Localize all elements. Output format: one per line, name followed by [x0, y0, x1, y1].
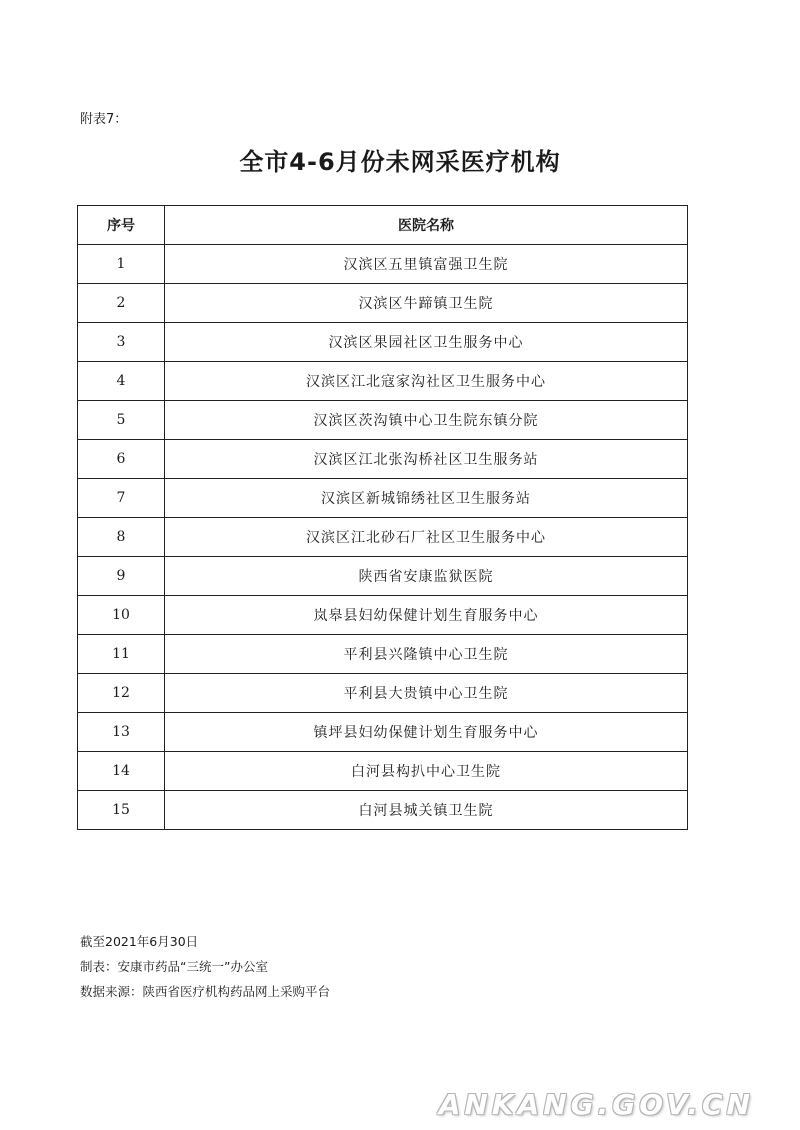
hospital-name: 汉滨区果园社区卫生服务中心: [165, 323, 688, 362]
row-number: 14: [78, 752, 165, 791]
footer-source: 数据来源：陕西省医疗机构药品网上采购平台: [80, 984, 331, 999]
site-watermark: ANKANG.GOV.CN: [438, 1088, 754, 1121]
row-number: 13: [78, 713, 165, 752]
row-number: 6: [78, 440, 165, 479]
table-header-row: [78, 206, 688, 245]
hospital-name: 汉滨区新城锦绣社区卫生服务站: [165, 479, 688, 518]
table-row: [78, 518, 688, 557]
table-row: [78, 401, 688, 440]
hospital-name: 汉滨区江北张沟桥社区卫生服务站: [165, 440, 688, 479]
row-number: 5: [78, 401, 165, 440]
hospital-name: 白河县城关镇卫生院: [165, 791, 688, 830]
footer-notes: [80, 929, 330, 1004]
table-row: [78, 557, 688, 596]
page-title: 全市4-6月份未网采医疗机构: [239, 148, 561, 176]
table-row: [78, 713, 688, 752]
table-row: [78, 323, 688, 362]
hospital-name: 平利县大贵镇中心卫生院: [165, 674, 688, 713]
row-number: 1: [78, 245, 165, 284]
hospital-name: 岚皋县妇幼保健计划生育服务中心: [165, 596, 688, 635]
row-number: 4: [78, 362, 165, 401]
table-row: [78, 791, 688, 830]
header-serial-number: 序号: [78, 206, 165, 245]
table-row: [78, 635, 688, 674]
row-number: 8: [78, 518, 165, 557]
row-number: 7: [78, 479, 165, 518]
table-row: [78, 245, 688, 284]
table-row: [78, 479, 688, 518]
table-row: [78, 674, 688, 713]
table-row: [78, 752, 688, 791]
row-number: 12: [78, 674, 165, 713]
row-number: 3: [78, 323, 165, 362]
table-body: [78, 245, 688, 830]
hospital-name: 汉滨区江北寇家沟社区卫生服务中心: [165, 362, 688, 401]
hospital-name: 汉滨区江北砂石厂社区卫生服务中心: [165, 518, 688, 557]
row-number: 2: [78, 284, 165, 323]
row-number: 10: [78, 596, 165, 635]
row-number: 9: [78, 557, 165, 596]
header-hospital-name: 医院名称: [165, 206, 688, 245]
row-number: 15: [78, 791, 165, 830]
footer-date: 截至2021年6月30日: [80, 934, 199, 949]
hospital-table: [77, 205, 688, 830]
table-row: [78, 284, 688, 323]
table-row: [78, 440, 688, 479]
table-row: [78, 362, 688, 401]
hospital-name: 汉滨区五里镇富强卫生院: [165, 245, 688, 284]
row-number: 11: [78, 635, 165, 674]
hospital-name: 汉滨区牛蹄镇卫生院: [165, 284, 688, 323]
hospital-name: 汉滨区茨沟镇中心卫生院东镇分院: [165, 401, 688, 440]
annex-label: 附表7：: [80, 112, 128, 127]
hospital-name: 白河县构扒中心卫生院: [165, 752, 688, 791]
table-row: [78, 596, 688, 635]
hospital-name: 平利县兴隆镇中心卫生院: [165, 635, 688, 674]
hospital-name: 镇坪县妇幼保健计划生育服务中心: [165, 713, 688, 752]
footer-maker: 制表：安康市药品“三统一”办公室: [80, 959, 268, 974]
hospital-name: 陕西省安康监狱医院: [165, 557, 688, 596]
